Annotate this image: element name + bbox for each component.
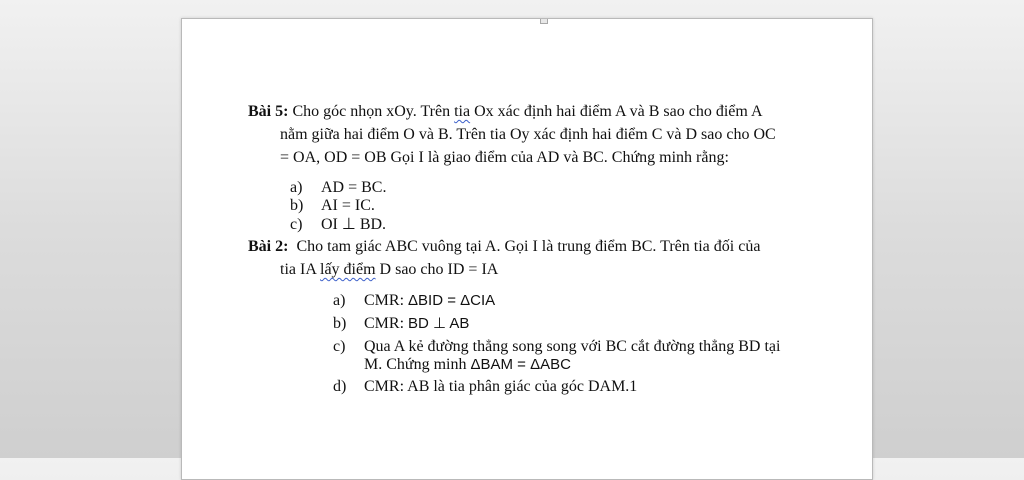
bai5-line-3: = OA, OD = OB Gọi I là giao điểm của AD và BC. Chứng minh rằng:	[280, 149, 729, 166]
bai2-item-d-text: CMR: AB là tia phân giác của góc DAM.1	[364, 378, 638, 395]
bai5-line-2: nằm giữa hai điểm O và B. Trên tia Oy xác định hai điểm C và D sao cho OC	[280, 126, 776, 143]
document-page	[181, 18, 873, 480]
bai2-text-2b: D sao cho ID = IA	[375, 261, 499, 278]
ruler-marker	[540, 19, 548, 24]
bai2-line-1	[248, 237, 760, 257]
bai5-item-c-label: c)	[290, 216, 303, 233]
bai2-item-c-math: ΔBAM = ΔABC	[470, 356, 571, 373]
bai5-item-a	[290, 178, 386, 198]
bai2-item-b-label: b)	[333, 315, 347, 332]
bai2-item-d-label: d)	[333, 378, 347, 395]
bai2-title: Bài 2:	[248, 238, 289, 255]
bai5-item-b	[290, 196, 375, 216]
bai2-text-2a: tia IA	[280, 261, 320, 278]
bai2-text-lay: lấy điểm	[320, 261, 376, 278]
bai5-text-1b: Ox xác định hai điểm A và B sao cho điểm A	[470, 103, 763, 120]
bai2-item-a-label: a)	[333, 292, 346, 309]
bai5-line-1	[248, 102, 763, 122]
bai2-item-a-math: ΔBID = ΔCIA	[408, 292, 496, 309]
bai5-item-c-text: OI ⊥ BD.	[321, 216, 387, 233]
bai2-item-c-line-2	[364, 355, 571, 375]
bai2-text-1: Cho tam giác ABC vuông tại A. Gọi I là trung điểm BC. Trên tia đối của	[296, 238, 761, 255]
bai2-item-b-math: BD ⊥ AB	[408, 315, 470, 332]
bai5-item-a-text: AD = BC.	[321, 179, 387, 196]
bai2-item-c-label: c)	[333, 338, 346, 355]
bai2-item-c	[333, 337, 780, 357]
bai5-item-b-text: AI = IC.	[321, 197, 375, 214]
bai2-item-c-text: Qua A kẻ đường thẳng song song với BC cắt đường thẳng BD tại	[364, 338, 781, 355]
bai2-item-b	[333, 314, 469, 334]
bai2-item-b-text: CMR:	[364, 315, 409, 332]
bai2-item-a-text: CMR:	[364, 292, 409, 309]
bai5-text-tia: tia	[454, 103, 471, 120]
bai5-title: Bài 5:	[248, 103, 289, 120]
bai5-item-a-label: a)	[290, 179, 303, 196]
bai2-line-2	[280, 260, 498, 280]
bai5-text-1a: Cho góc nhọn xOy. Trên	[292, 103, 455, 120]
bai2-item-c-text-2: M. Chứng minh	[364, 356, 471, 373]
bai2-item-a	[333, 291, 495, 311]
bai2-item-d	[333, 377, 637, 397]
bai5-item-b-label: b)	[290, 197, 304, 214]
bai5-item-c	[290, 215, 386, 235]
